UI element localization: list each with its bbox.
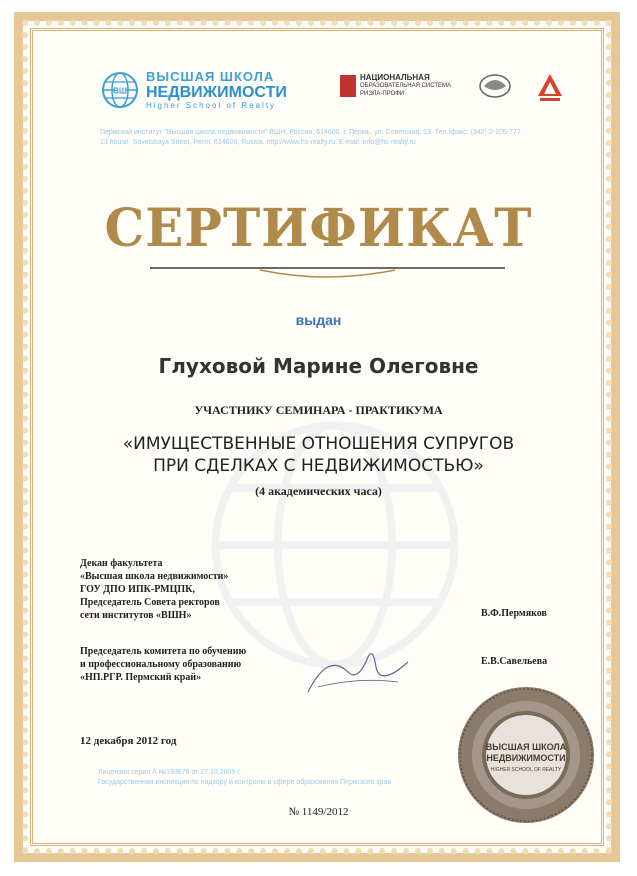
svg-text:ВШ: ВШ [113,86,127,96]
dean-name: В.Ф.Пермяков [481,608,547,619]
dean-line4: Председатель Совета ректоров [80,597,220,608]
issue-date: 12 декабря 2012 год [80,735,177,747]
globe-logo-icon [100,70,140,110]
national-line1: НАЦИОНАЛЬНАЯ [360,73,430,82]
academic-hours: (4 академических часа) [255,484,382,498]
seminar-line1: «ИМУЩЕСТВЕННЫЕ ОТНОШЕНИЯ СУПРУГОВ [122,434,515,454]
chair-name: Е.В.Савельева [481,656,548,667]
dean-title [80,557,228,622]
seal-line3: HIGHER SCHOOL OF REALTY [490,767,562,773]
participant-label: УЧАСТНИКУ СЕМИНАРА - ПРАКТИКУМА [194,403,443,417]
dean-line2: «Высшая школа недвижимости» [80,571,229,582]
dean-line1: Декан факультета [80,558,163,569]
running-figure-icon [340,75,356,97]
seal-line2: НЕДВИЖИМОСТИ [486,753,566,763]
school-name-line2: НЕДВИЖИМОСТИ [146,84,287,101]
dean-line3: ГОУ ДПО ИПК-РМЦПК, [80,584,195,595]
title-ornament [150,262,505,284]
chair-line2: и профессиональному образованию [80,659,242,670]
certificate-title: СЕРТИФИКАТ [104,196,533,259]
seal-line1: ВЫСШАЯ ШКОЛА [485,742,567,752]
seminar-line2: ПРИ СДЕЛКАХ С НЕДВИЖИМОСТЬЮ» [153,456,484,476]
school-logo [100,70,287,110]
national-line3: РИЭЛА-ПРОФИ [360,91,405,97]
issued-label: выдан [295,312,342,328]
school-name-english: Higher School of Realty [146,101,277,110]
national-system-logo [340,74,451,98]
recipient-name: Глуховой Марине Олеговне [158,354,479,378]
institution-seal [455,684,597,826]
school-name-line1: ВЫСШАЯ ШКОЛА [146,69,275,84]
address-line2: 13 house, Sovetskaya Street, Perm, 614600, Russia. http://www.hs-realty.ru. E-mail: info@hs-realty.ru [100,139,416,146]
license-info [98,768,458,788]
chair-title [80,645,246,684]
address-line1: Пермский институт "Высшая школа недвижимости" ВШН, Россия, 614600, г. Пермь, ул. Советская, 13. Тел./факс: (342) 2-105-777 [100,129,521,136]
handwritten-signature [298,632,418,702]
chair-line1: Председатель комитета по обучению [80,646,247,657]
dean-line5: сети институтов «ВШН» [80,610,192,621]
certificate-number: № 1149/2012 [288,806,349,818]
seminar-title [0,433,637,477]
institute-address [100,128,570,148]
chair-line3: «НП.РГР. Пермский край» [80,672,202,683]
triangle-emblem-icon [536,72,564,102]
license-line2: Государственная инспекция по надзору и контролю в сфере образования Пермского края [98,779,392,786]
eagle-emblem-icon [478,72,512,100]
license-line1: Лицензия серия А №193676 от 27.10.2009 г. [98,769,241,776]
national-line2: ОБРАЗОВАТЕЛЬНАЯ СИСТЕМА [360,83,452,89]
